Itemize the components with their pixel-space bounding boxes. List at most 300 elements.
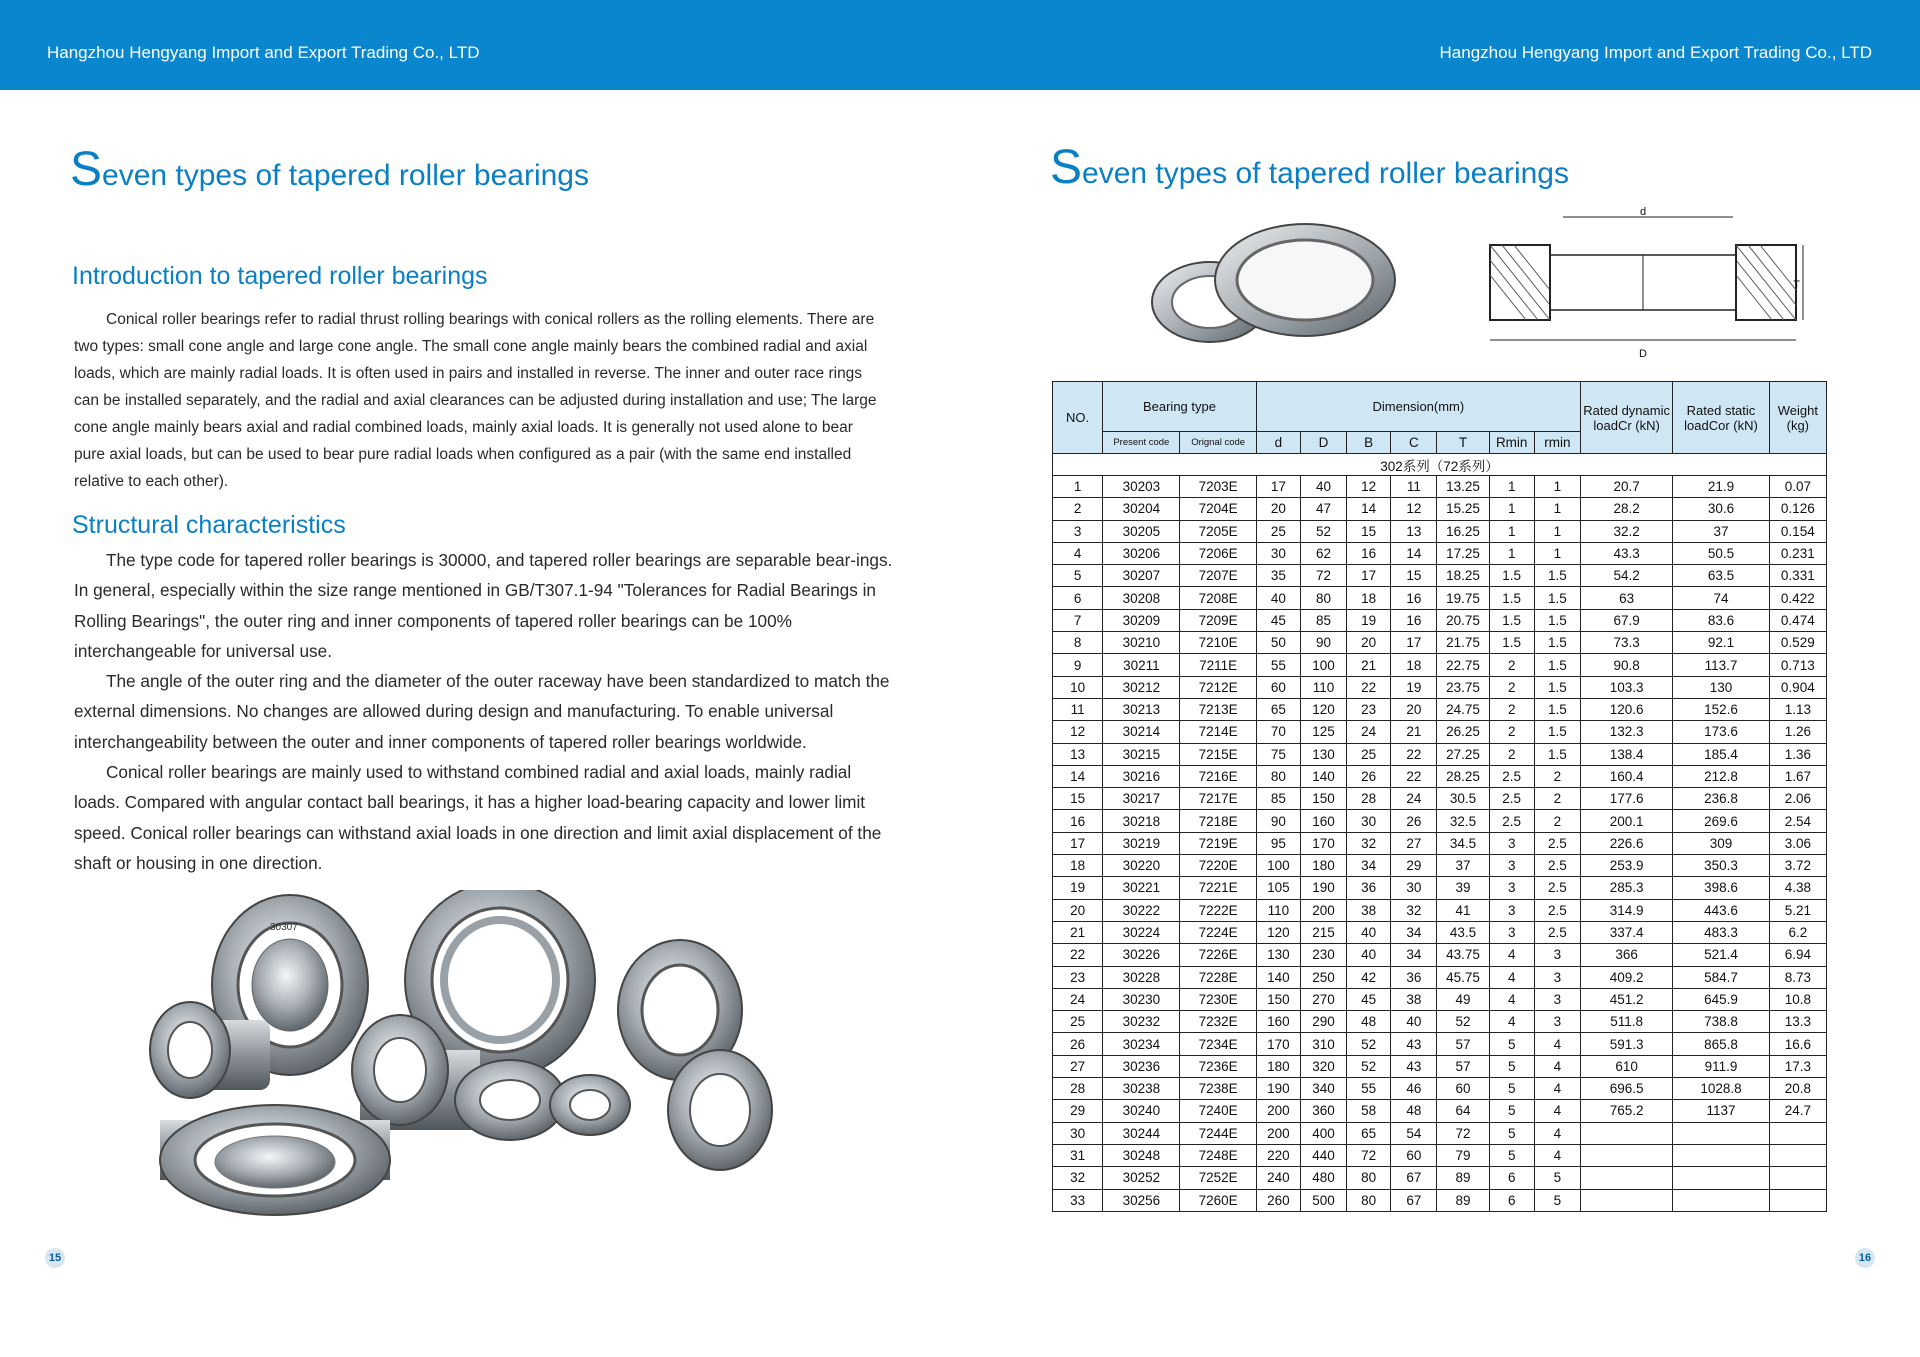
table-cell: 7206E: [1180, 542, 1256, 564]
table-cell: 521.4: [1673, 944, 1769, 966]
table-cell: 20.8: [1769, 1078, 1826, 1100]
table-cell: 17: [1391, 632, 1437, 654]
table-cell: 190: [1256, 1078, 1300, 1100]
table-cell: 584.7: [1673, 966, 1769, 988]
table-cell: 105: [1256, 877, 1300, 899]
table-cell: 2.5: [1534, 921, 1580, 943]
table-cell: 70: [1256, 721, 1300, 743]
table-cell: 30226: [1103, 944, 1180, 966]
table-cell: 37: [1673, 520, 1769, 542]
table-cell: 0.474: [1769, 609, 1826, 631]
table-cell: [1673, 1189, 1769, 1211]
table-cell: 0.07: [1769, 476, 1826, 498]
table-cell: 4.38: [1769, 877, 1826, 899]
table-cell: 5: [1534, 1189, 1580, 1211]
table-cell: 2.5: [1489, 765, 1534, 787]
table-cell: 1: [1534, 520, 1580, 542]
table-row: [1053, 921, 1827, 943]
table-cell: 33: [1053, 1189, 1103, 1211]
table-cell: 500: [1300, 1189, 1346, 1211]
table-row: [1053, 721, 1827, 743]
table-cell: 45: [1347, 988, 1391, 1010]
table-cell: 0.154: [1769, 520, 1826, 542]
table-cell: 765.2: [1580, 1100, 1672, 1122]
table-cell: 14: [1347, 498, 1391, 520]
table-cell: 23: [1347, 698, 1391, 720]
table-cell: 200: [1256, 1100, 1300, 1122]
table-cell: 27: [1053, 1055, 1103, 1077]
table-cell: 25: [1053, 1011, 1103, 1033]
table-cell: 13: [1391, 520, 1437, 542]
table-cell: 89: [1437, 1167, 1489, 1189]
table-cell: 52: [1347, 1055, 1391, 1077]
table-cell: 150: [1300, 788, 1346, 810]
table-cell: 7217E: [1180, 788, 1256, 810]
table-cell: 15: [1347, 520, 1391, 542]
table-cell: 7207E: [1180, 565, 1256, 587]
table-cell: 180: [1256, 1055, 1300, 1077]
table-cell: 30221: [1103, 877, 1180, 899]
table-cell: 1028.8: [1673, 1078, 1769, 1100]
table-cell: 19: [1391, 676, 1437, 698]
table-cell: 1.67: [1769, 765, 1826, 787]
table-cell: 67.9: [1580, 609, 1672, 631]
table-cell: 200: [1300, 899, 1346, 921]
table-row: [1053, 743, 1827, 765]
table-cell: 58: [1347, 1100, 1391, 1122]
table-cell: 1.5: [1534, 721, 1580, 743]
header-dynamic-load: Rated dynamic loadCr (kN): [1580, 382, 1672, 454]
table-cell: 7226E: [1180, 944, 1256, 966]
table-cell: 1.5: [1489, 609, 1534, 631]
table-cell: 6: [1489, 1189, 1534, 1211]
table-cell: 220: [1256, 1144, 1300, 1166]
table-row: [1053, 520, 1827, 542]
table-cell: 190: [1300, 877, 1346, 899]
table-cell: 30219: [1103, 832, 1180, 854]
table-cell: 24.7: [1769, 1100, 1826, 1122]
table-cell: 4: [1534, 1078, 1580, 1100]
table-cell: 132.3: [1580, 721, 1672, 743]
table-cell: 32: [1347, 832, 1391, 854]
table-cell: 103.3: [1580, 676, 1672, 698]
table-cell: 30208: [1103, 587, 1180, 609]
table-cell: 30209: [1103, 609, 1180, 631]
table-cell: 2: [1534, 810, 1580, 832]
table-cell: 152.6: [1673, 698, 1769, 720]
table-cell: 7222E: [1180, 899, 1256, 921]
table-cell: 40: [1347, 944, 1391, 966]
table-cell: 15: [1391, 565, 1437, 587]
table-cell: 30228: [1103, 966, 1180, 988]
table-row: [1053, 632, 1827, 654]
table-cell: 253.9: [1580, 855, 1672, 877]
table-cell: 38: [1347, 899, 1391, 921]
table-cell: 36: [1347, 877, 1391, 899]
table-cell: 28.2: [1580, 498, 1672, 520]
table-cell: 27: [1391, 832, 1437, 854]
table-cell: 25: [1256, 520, 1300, 542]
table-cell: 3.72: [1769, 855, 1826, 877]
table-cell: 43: [1391, 1033, 1437, 1055]
table-cell: 24.75: [1437, 698, 1489, 720]
structure-paragraph-2: The angle of the outer ring and the diameter of the outer raceway have been standardized to match the external dimensions. No changes are allowed during design and manufacturing. To enable universal interchangeability between the outer and inner components of tapered roller bearings worldwide.: [74, 671, 890, 752]
table-cell: 738.8: [1673, 1011, 1769, 1033]
table-cell: 480: [1300, 1167, 1346, 1189]
table-cell: 4: [1489, 966, 1534, 988]
table-cell: 1137: [1673, 1100, 1769, 1122]
table-cell: 2: [1489, 654, 1534, 676]
table-cell: 110: [1300, 676, 1346, 698]
table-cell: 17: [1347, 565, 1391, 587]
table-cell: 2.54: [1769, 810, 1826, 832]
table-cell: 6: [1489, 1167, 1534, 1189]
table-cell: 30222: [1103, 899, 1180, 921]
table-cell: 1: [1534, 498, 1580, 520]
table-cell: 11: [1391, 476, 1437, 498]
table-cell: 180: [1300, 855, 1346, 877]
header-C: C: [1391, 432, 1437, 454]
table-cell: 113.7: [1673, 654, 1769, 676]
table-cell: 4: [1489, 944, 1534, 966]
table-cell: 30214: [1103, 721, 1180, 743]
table-cell: 30.6: [1673, 498, 1769, 520]
table-cell: 25: [1347, 743, 1391, 765]
table-cell: 14: [1391, 542, 1437, 564]
table-cell: 30: [1053, 1122, 1103, 1144]
table-cell: 29: [1391, 855, 1437, 877]
table-cell: 30244: [1103, 1122, 1180, 1144]
table-cell: 7238E: [1180, 1078, 1256, 1100]
table-cell: 1.5: [1489, 632, 1534, 654]
table-cell: 89: [1437, 1189, 1489, 1211]
table-cell: 409.2: [1580, 966, 1672, 988]
table-cell: 92.1: [1673, 632, 1769, 654]
table-cell: 1.5: [1489, 565, 1534, 587]
table-cell: [1769, 1144, 1826, 1166]
table-cell: 3: [1489, 921, 1534, 943]
table-cell: 15.25: [1437, 498, 1489, 520]
table-cell: 3: [1489, 855, 1534, 877]
table-cell: 100: [1256, 855, 1300, 877]
structure-heading: Structural characteristics: [72, 511, 346, 539]
table-cell: 57: [1437, 1033, 1489, 1055]
table-cell: 52: [1437, 1011, 1489, 1033]
table-cell: 1: [1489, 542, 1534, 564]
table-cell: 24: [1053, 988, 1103, 1010]
table-cell: 57: [1437, 1055, 1489, 1077]
table-row: [1053, 765, 1827, 787]
table-cell: 1: [1053, 476, 1103, 498]
table-row: [1053, 855, 1827, 877]
table-cell: 7252E: [1180, 1167, 1256, 1189]
table-cell: 7213E: [1180, 698, 1256, 720]
table-cell: [1580, 1144, 1672, 1166]
table-cell: 17: [1053, 832, 1103, 854]
table-cell: [1673, 1144, 1769, 1166]
table-cell: 72: [1300, 565, 1346, 587]
bearing-cross-section-diagram: [1478, 205, 1808, 360]
table-cell: 269.6: [1673, 810, 1769, 832]
table-cell: 212.8: [1673, 765, 1769, 787]
table-cell: 16: [1053, 810, 1103, 832]
table-cell: 46: [1391, 1078, 1437, 1100]
table-cell: 200: [1256, 1122, 1300, 1144]
table-cell: 3: [1534, 988, 1580, 1010]
table-cell: 3: [1489, 832, 1534, 854]
table-cell: 173.6: [1673, 721, 1769, 743]
table-cell: 200.1: [1580, 810, 1672, 832]
table-cell: 2: [1534, 765, 1580, 787]
table-cell: 1.26: [1769, 721, 1826, 743]
table-cell: 42: [1347, 966, 1391, 988]
table-cell: 160.4: [1580, 765, 1672, 787]
table-cell: 60: [1391, 1144, 1437, 1166]
table-cell: 39: [1437, 877, 1489, 899]
table-cell: 52: [1347, 1033, 1391, 1055]
table-row: [1053, 966, 1827, 988]
table-cell: 10: [1053, 676, 1103, 698]
table-cell: 16: [1391, 587, 1437, 609]
table-cell: 19: [1053, 877, 1103, 899]
structure-text: [74, 545, 894, 878]
table-cell: 260: [1256, 1189, 1300, 1211]
table-cell: 38: [1391, 988, 1437, 1010]
table-cell: 100: [1300, 654, 1346, 676]
table-cell: 28: [1053, 1078, 1103, 1100]
diagram-label-D: D: [1639, 348, 1647, 360]
table-cell: 55: [1256, 654, 1300, 676]
table-cell: 11: [1053, 698, 1103, 720]
table-cell: 5.21: [1769, 899, 1826, 921]
table-cell: 83.6: [1673, 609, 1769, 631]
table-cell: 24: [1391, 788, 1437, 810]
table-cell: 2: [1053, 498, 1103, 520]
table-cell: 30: [1256, 542, 1300, 564]
table-cell: 18: [1391, 654, 1437, 676]
table-row: [1053, 1189, 1827, 1211]
table-cell: 22: [1347, 676, 1391, 698]
table-cell: 400: [1300, 1122, 1346, 1144]
series-label: 302系列（72系列）: [1053, 454, 1827, 476]
table-cell: 366: [1580, 944, 1672, 966]
table-cell: 2.5: [1534, 832, 1580, 854]
table-cell: 236.8: [1673, 788, 1769, 810]
table-cell: 5: [1489, 1144, 1534, 1166]
table-cell: 30211: [1103, 654, 1180, 676]
table-cell: 5: [1489, 1078, 1534, 1100]
table-cell: 47: [1300, 498, 1346, 520]
table-cell: 440: [1300, 1144, 1346, 1166]
table-cell: 20: [1053, 899, 1103, 921]
structure-paragraph-1: The type code for tapered roller bearings is 30000, and tapered roller bearings are separable bear-ings. In general, especially within the size range mentioned in GB/T307.1-94 "Tolerances for Radial Bearings in Rolling Bearings", the outer ring and inner components of tapered roller bearings can be 100% interchangeable for universal use.: [74, 550, 893, 661]
table-cell: 310: [1300, 1033, 1346, 1055]
table-cell: 120: [1256, 921, 1300, 943]
table-cell: 48: [1391, 1100, 1437, 1122]
table-cell: 37: [1437, 855, 1489, 877]
table-cell: 110: [1256, 899, 1300, 921]
table-row: [1053, 1078, 1827, 1100]
table-cell: 30215: [1103, 743, 1180, 765]
table-row: [1053, 565, 1827, 587]
table-cell: 3.06: [1769, 832, 1826, 854]
table-cell: 26: [1391, 810, 1437, 832]
table-cell: 230: [1300, 944, 1346, 966]
table-cell: 7215E: [1180, 743, 1256, 765]
table-cell: 32.2: [1580, 520, 1672, 542]
header-Rmin: Rmin: [1489, 432, 1534, 454]
table-cell: 30210: [1103, 632, 1180, 654]
table-cell: 30234: [1103, 1033, 1180, 1055]
table-cell: 4: [1534, 1033, 1580, 1055]
table-cell: 12: [1053, 721, 1103, 743]
table-cell: 2: [1489, 743, 1534, 765]
table-cell: 7210E: [1180, 632, 1256, 654]
diagram-label-d: d: [1639, 206, 1647, 218]
table-cell: 41: [1437, 899, 1489, 921]
table-cell: 120: [1300, 698, 1346, 720]
table-cell: 80: [1347, 1189, 1391, 1211]
table-cell: 30204: [1103, 498, 1180, 520]
table-cell: 80: [1300, 587, 1346, 609]
table-cell: 1: [1534, 542, 1580, 564]
table-cell: 30212: [1103, 676, 1180, 698]
table-cell: 30230: [1103, 988, 1180, 1010]
table-cell: 2: [1489, 676, 1534, 698]
table-row: [1053, 810, 1827, 832]
table-cell: 226.6: [1580, 832, 1672, 854]
table-cell: 7240E: [1180, 1100, 1256, 1122]
table-row: [1053, 988, 1827, 1010]
table-cell: 26: [1347, 765, 1391, 787]
table-cell: 7221E: [1180, 877, 1256, 899]
table-cell: 21: [1053, 921, 1103, 943]
table-cell: 17: [1256, 476, 1300, 498]
table-row: [1053, 1033, 1827, 1055]
table-cell: 140: [1256, 966, 1300, 988]
table-cell: 17.3: [1769, 1055, 1826, 1077]
table-cell: 645.9: [1673, 988, 1769, 1010]
table-cell: 2.5: [1489, 788, 1534, 810]
table-cell: 290: [1300, 1011, 1346, 1033]
table-cell: 1.5: [1489, 587, 1534, 609]
table-cell: 30238: [1103, 1078, 1180, 1100]
table-cell: 20.7: [1580, 476, 1672, 498]
table-cell: 2.5: [1489, 810, 1534, 832]
table-cell: 43.3: [1580, 542, 1672, 564]
table-cell: 36: [1391, 966, 1437, 988]
table-cell: 270: [1300, 988, 1346, 1010]
header-rmin: rmin: [1534, 432, 1580, 454]
table-cell: 9: [1053, 654, 1103, 676]
table-cell: 30236: [1103, 1055, 1180, 1077]
table-cell: 72: [1437, 1122, 1489, 1144]
table-cell: 34.5: [1437, 832, 1489, 854]
tapered-bearing-photo: [1140, 220, 1400, 345]
table-cell: 31: [1053, 1144, 1103, 1166]
table-cell: 13: [1053, 743, 1103, 765]
table-cell: 0.713: [1769, 654, 1826, 676]
table-cell: 170: [1256, 1033, 1300, 1055]
table-cell: 43: [1391, 1055, 1437, 1077]
table-cell: 1.5: [1534, 565, 1580, 587]
table-cell: 5: [1489, 1100, 1534, 1122]
table-cell: 34: [1347, 855, 1391, 877]
table-cell: 30216: [1103, 765, 1180, 787]
table-cell: 40: [1347, 921, 1391, 943]
table-cell: 16: [1347, 542, 1391, 564]
table-cell: 63: [1580, 587, 1672, 609]
table-row: [1053, 832, 1827, 854]
table-cell: 1: [1489, 520, 1534, 542]
table-cell: 7211E: [1180, 654, 1256, 676]
table-row: [1053, 1167, 1827, 1189]
table-cell: 28.25: [1437, 765, 1489, 787]
table-cell: 22.75: [1437, 654, 1489, 676]
table-cell: 320: [1300, 1055, 1346, 1077]
table-cell: 80: [1347, 1167, 1391, 1189]
table-cell: 17.25: [1437, 542, 1489, 564]
header-d: d: [1256, 432, 1300, 454]
table-cell: 7234E: [1180, 1033, 1256, 1055]
table-cell: 2: [1489, 721, 1534, 743]
table-cell: 337.4: [1580, 921, 1672, 943]
header-T: T: [1437, 432, 1489, 454]
table-cell: 1.5: [1534, 609, 1580, 631]
table-cell: 1: [1489, 476, 1534, 498]
table-cell: 67: [1391, 1167, 1437, 1189]
table-cell: 62: [1300, 542, 1346, 564]
table-cell: 64: [1437, 1100, 1489, 1122]
table-cell: 1: [1489, 498, 1534, 520]
table-row: [1053, 698, 1827, 720]
table-cell: 30256: [1103, 1189, 1180, 1211]
table-cell: 21: [1391, 721, 1437, 743]
table-cell: 30240: [1103, 1100, 1180, 1122]
table-cell: 185.4: [1673, 743, 1769, 765]
table-cell: 90: [1256, 810, 1300, 832]
header-weight: Weight (kg): [1769, 382, 1826, 454]
table-row: [1053, 587, 1827, 609]
table-cell: 0.422: [1769, 587, 1826, 609]
header-D: D: [1300, 432, 1346, 454]
table-cell: 3: [1534, 944, 1580, 966]
table-cell: 1.13: [1769, 698, 1826, 720]
table-cell: 3: [1534, 1011, 1580, 1033]
table-cell: 5: [1489, 1055, 1534, 1077]
table-cell: 80: [1256, 765, 1300, 787]
table-cell: 16.6: [1769, 1033, 1826, 1055]
table-row: [1053, 944, 1827, 966]
table-cell: 0.529: [1769, 632, 1826, 654]
table-cell: 2.5: [1534, 855, 1580, 877]
table-cell: 22: [1391, 765, 1437, 787]
table-cell: 72: [1347, 1144, 1391, 1166]
table-cell: 7230E: [1180, 988, 1256, 1010]
table-cell: 7228E: [1180, 966, 1256, 988]
table-cell: 14: [1053, 765, 1103, 787]
table-cell: 8.73: [1769, 966, 1826, 988]
table-cell: 67: [1391, 1189, 1437, 1211]
table-cell: 7219E: [1180, 832, 1256, 854]
table-cell: 34: [1391, 944, 1437, 966]
table-cell: 150: [1256, 988, 1300, 1010]
table-cell: 60: [1256, 676, 1300, 698]
header-no: NO.: [1053, 382, 1103, 454]
table-cell: 54: [1391, 1122, 1437, 1144]
table-cell: 35: [1256, 565, 1300, 587]
table-cell: 28: [1347, 788, 1391, 810]
